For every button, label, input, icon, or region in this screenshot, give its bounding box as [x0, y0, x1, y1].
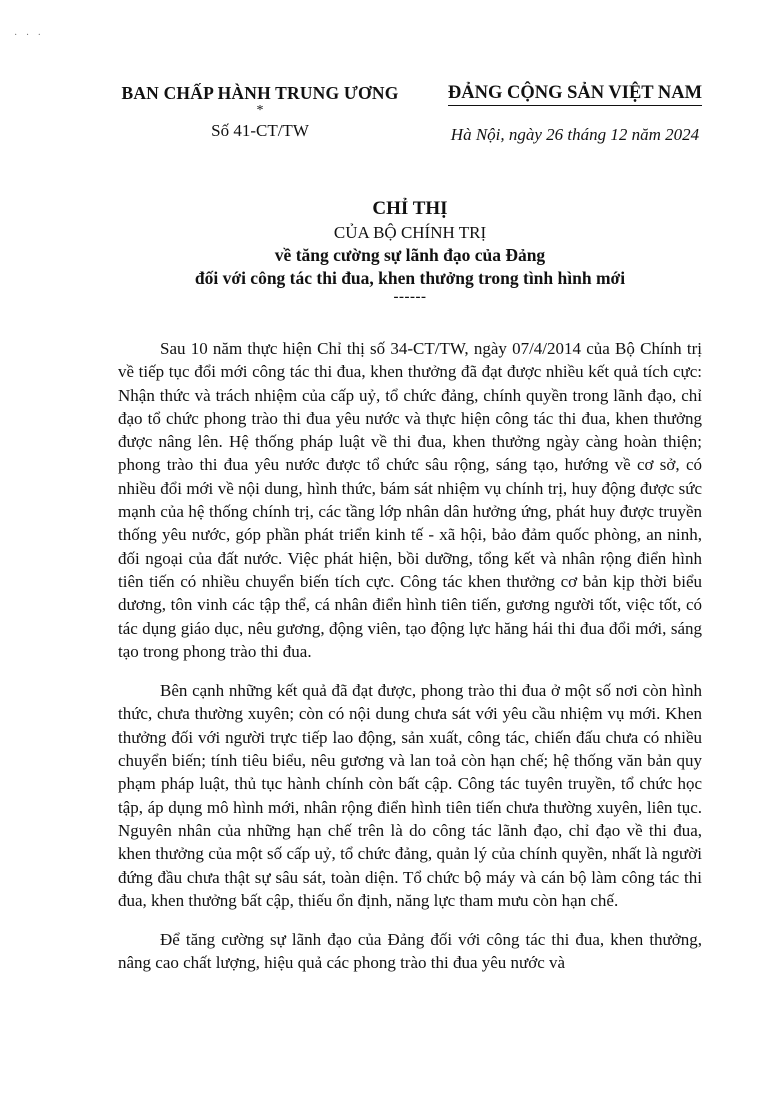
- body-paragraph: Sau 10 năm thực hiện Chỉ thị số 34-CT/TW, ngày 07/4/2014 của Bộ Chính trị về tiếp tục đổi mới công tác thi đua, khen thưởng đã đạt được nhiều kết quả tích cực: Nhận thức và trách nhiệm của cấp uỷ, tổ chức đảng, chính quyền trong lãnh đạo, chỉ đạo tổ chức phong trào thi đua yêu nước và thực hiện công tác thi đua, khen thưởng được nâng lên. Hệ thống pháp luật về thi đua, khen thưởng ngày càng hoàn thiện; phong trào thi đua yêu nước được tổ chức sâu rộng, sáng tạo, hướng về cơ sở, có nhiều đổi mới về nội dung, hình thức, bám sát nhiệm vụ chính trị, huy động được sức mạnh của hệ thống chính trị, các tầng lớp nhân dân hưởng ứng, phát huy được truyền thống yêu nước, góp phần phát triển kinh tế - xã hội, bảo đảm quốc phòng, an ninh, đối ngoại của đất nước. Việc phát hiện, bồi dưỡng, tổng kết và nhân rộng điển hình tiên tiến có nhiều chuyển biến tích cực. Công tác khen thưởng cơ bản kịp thời biểu dương, tôn vinh các tập thể, cá nhân điển hình tiên tiến, gương người tốt, việc tốt, có tác dụng giáo dục, nêu gương, động viên, tạo động lực hăng hái thi đua đổi mới, sáng tạo trong phong trào thi đua.: [118, 339, 702, 661]
- subject-line-2: đối với công tác thi đua, khen thưởng trong tình hình mới: [194, 268, 626, 288]
- star-mark: *: [256, 103, 264, 118]
- document-title: CHỈ THỊ: [372, 198, 448, 219]
- place-date: Hà Nội, ngày 26 tháng 12 năm 2024: [450, 125, 700, 144]
- document-body: [118, 337, 702, 991]
- body-paragraph: Bên cạnh những kết quả đã đạt được, phong trào thi đua ở một số nơi còn hình thức, chưa thường xuyên; còn có nội dung chưa sát với yêu cầu nhiệm vụ mới. Khen thưởng đối với người trực tiếp lao động, sản xuất, công tác, chiến đấu chưa có nhiều chuyển biến; tính tiêu biểu, nêu gương và lan toả còn hạn chế; hệ thống văn bản quy phạm pháp luật, thủ tục hành chính còn bất cập. Công tác tuyên truyền, tổ chức học tập, áp dụng mô hình mới, nhân rộng điển hình tiên tiến chưa thường xuyên, liên tục. Nguyên nhân của những hạn chế trên là do công tác lãnh đạo, chỉ đạo về thi đua, khen thưởng của một số cấp uỷ, tổ chức đảng, quản lý của chính quyền, nhất là người đứng đầu chưa thật sự sâu sát, toàn diện. Tổ chức bộ máy và cán bộ làm công tác thi đua, khen thưởng bất cập, thiếu ổn định, năng lực tham mưu còn hạn chế.: [118, 681, 702, 910]
- party-block: [430, 82, 720, 146]
- title-divider: ------: [393, 289, 427, 305]
- issuing-body-block: [100, 82, 420, 142]
- scan-specks: · · ·: [14, 30, 44, 41]
- document-issuer: CỦA BỘ CHÍNH TRỊ: [333, 223, 487, 242]
- document-number: Số 41-CT/TW: [211, 121, 309, 140]
- party-name: ĐẢNG CỘNG SẢN VIỆT NAM: [448, 82, 702, 106]
- document-title-block: [100, 196, 720, 304]
- body-paragraph: Để tăng cường sự lãnh đạo của Đảng đối với công tác thi đua, khen thưởng, nâng cao chất lượng, hiệu quả các phong trào thi đua yêu nước và: [118, 930, 702, 973]
- issuing-body-name: BAN CHẤP HÀNH TRUNG ƯƠNG: [121, 83, 399, 103]
- subject-line-1: về tăng cường sự lãnh đạo của Đảng: [274, 245, 546, 265]
